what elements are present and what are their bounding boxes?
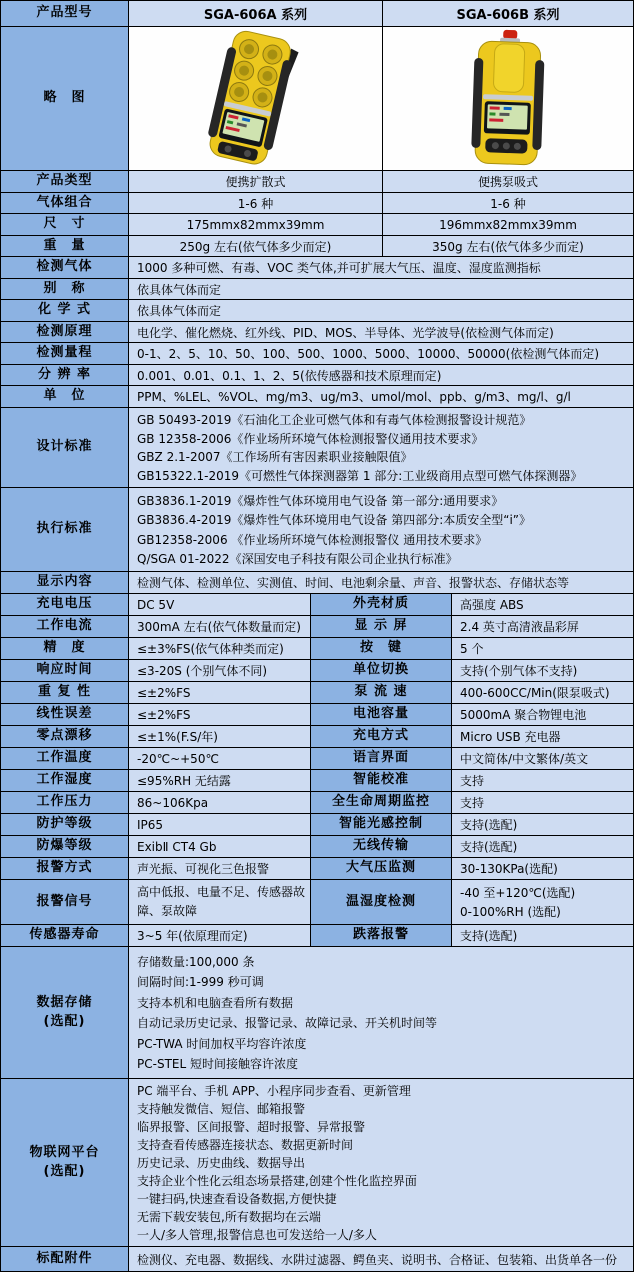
spec-value-1: ≤±3%FS(依气体种类而定) xyxy=(129,638,311,659)
spec-value-line: 临界报警、区间报警、超时报警、异常报警 xyxy=(137,1120,366,1134)
sketch-label xyxy=(1,27,129,170)
table-row xyxy=(1,279,633,300)
row-label: 无线传输 xyxy=(311,836,452,857)
spec-value-line: 存储数量:100,000 条 xyxy=(137,954,255,969)
spec-value-2: 高强度 ABS xyxy=(452,594,633,615)
table-row xyxy=(1,1079,633,1247)
row-label: 泵 流 速 xyxy=(311,682,452,703)
spec-value-line: 支持查看传感器连接状态、数据更新时间 xyxy=(137,1138,354,1152)
row-label: 重 复 性 xyxy=(1,682,129,703)
row-label: 大气压监测 xyxy=(311,858,452,879)
spec-value-line: GB3836.1-2019《爆炸性气体环境用电气设备 第一部分:通用要求》 xyxy=(137,494,504,509)
spec-value-line: GB 50493-2019《石油化工企业可燃气体和有毒气体检测报警设计规范》 xyxy=(137,413,532,428)
row-label: 单位切换 xyxy=(311,660,452,681)
table-row xyxy=(1,1247,633,1271)
spec-value-2: 支持(选配) xyxy=(452,814,633,835)
row-label: 产品类型 xyxy=(1,171,129,192)
row-label-line: (选配) xyxy=(43,1163,86,1179)
header-product-model-label: 产品型号 xyxy=(1,1,129,26)
spec-value-2: 30-130KPa(选配) xyxy=(452,858,633,879)
row-label: 显示内容 xyxy=(1,572,129,593)
spec-value-line: 间隔时间:1-999 秒可调 xyxy=(137,975,264,990)
spec-value-1: 300mA 左右(依气体数量而定) xyxy=(129,616,311,637)
spec-value: 电化学、催化燃烧、红外线、PID、MOS、半导体、光学波导(依检测气体而定) xyxy=(129,322,633,342)
spec-value-2: 5 个 xyxy=(452,638,633,659)
spec-value-text: 高中低报、电量不足、传感器故障、泵故障 xyxy=(137,884,306,918)
spec-value: 依具体气体而定 xyxy=(129,300,633,321)
spec-value-line: Q/SGA 01-2022《深国安电子科技有限公司企业执行标准》 xyxy=(137,551,458,566)
table-row xyxy=(1,171,633,193)
table-row xyxy=(1,386,633,408)
row-label: 工作湿度 xyxy=(1,770,129,791)
row-label xyxy=(1,947,129,1078)
spec-value-line: PC-TWA 时间加权平均容许浓度 xyxy=(137,1036,307,1051)
table-row xyxy=(1,27,633,171)
row-label: 外壳材质 xyxy=(311,594,452,615)
row-label: 防护等级 xyxy=(1,814,129,835)
device-sga-606b-image xyxy=(443,29,573,169)
row-label-line: 数据存储 xyxy=(36,994,93,1010)
table-row xyxy=(1,814,633,836)
row-label: 重 量 xyxy=(1,236,129,256)
spec-table-rows xyxy=(1,1,633,1271)
spec-value-line: 历史记录、历史曲线、数据导出 xyxy=(137,1156,306,1170)
spec-value-2-multiline xyxy=(452,880,633,924)
spec-value: 检测气体、检测单位、实测值、时间、电池剩余量、声音、报警状态、存储状态等 xyxy=(129,572,633,593)
spec-value-line: 一人/多人管理,报警信息也可发送给一人/多人 xyxy=(137,1228,377,1242)
header-series-b: SGA-606B 系列 xyxy=(383,1,633,26)
device-image-cell-b xyxy=(383,27,633,170)
row-label: 按 键 xyxy=(311,638,452,659)
table-row xyxy=(1,925,633,947)
row-label-line: 略 图 xyxy=(43,90,86,106)
spec-value-line: 一键扫码,快速查看设备数据,方便快捷 xyxy=(137,1192,337,1206)
row-label: 响应时间 xyxy=(1,660,129,681)
row-label-line: 设计标准 xyxy=(36,439,93,455)
spec-value-line: 0-100%RH (选配) xyxy=(460,905,561,919)
spec-value: 0-1、2、5、10、50、100、500、1000、5000、10000、50000(依检测气体而定) xyxy=(129,343,633,364)
spec-value-b: 便携泵吸式 xyxy=(383,171,633,192)
spec-value-2: 中文简体/中文繁体/英文 xyxy=(452,748,633,769)
spec-value-line: GB12358-2006 《作业场所环境气体检测报警仪 通用技术要求》 xyxy=(137,532,488,547)
table-row xyxy=(1,300,633,322)
table-row xyxy=(1,616,633,638)
spec-value-1: 86~106Kpa xyxy=(129,792,311,813)
row-label: 报警方式 xyxy=(1,858,129,879)
spec-value-a: 便携扩散式 xyxy=(129,171,383,192)
table-row xyxy=(1,682,633,704)
spec-value-2: 支持(选配) xyxy=(452,925,633,946)
table-row xyxy=(1,726,633,748)
spec-value-2: Micro USB 充电器 xyxy=(452,726,633,747)
device-sga-606a-image xyxy=(181,30,331,168)
spec-value-1: ≤3-20S (个别气体不同) xyxy=(129,660,311,681)
row-label xyxy=(1,488,129,571)
table-row xyxy=(1,660,633,682)
row-label: 显 示 屏 xyxy=(311,616,452,637)
spec-value-line: GBZ 2.1-2007《工作场所有害因素职业接触限值》 xyxy=(137,450,413,465)
table-row xyxy=(1,594,633,616)
table-row xyxy=(1,236,633,257)
row-label: 充电电压 xyxy=(1,594,129,615)
spec-value-line: 支持触发微信、短信、邮箱报警 xyxy=(137,1102,306,1116)
table-row xyxy=(1,792,633,814)
spec-value: 依具体气体而定 xyxy=(129,279,633,299)
table-row xyxy=(1,947,633,1079)
row-label: 尺 寸 xyxy=(1,214,129,235)
spec-value-1: ExibⅡ CT4 Gb xyxy=(129,836,311,857)
spec-value-a: 250g 左右(依气体多少而定) xyxy=(129,236,383,256)
table-row xyxy=(1,880,633,925)
spec-value-line: 支持企业个性化云组态场景搭建,创建个性化监控界面 xyxy=(137,1174,417,1188)
spec-value-b: 350g 左右(依气体多少而定) xyxy=(383,236,633,256)
spec-value-1: IP65 xyxy=(129,814,311,835)
spec-value-2: 支持(选配) xyxy=(452,836,633,857)
spec-value-multiline xyxy=(129,408,633,487)
table-row xyxy=(1,365,633,386)
spec-value-multiline xyxy=(129,488,633,571)
spec-value-1: -20℃~+50℃ xyxy=(129,748,311,769)
table-row xyxy=(1,836,633,858)
table-row xyxy=(1,408,633,488)
spec-value-1: DC 5V xyxy=(129,594,311,615)
spec-value-line: 无需下载安装包,所有数据均在云端 xyxy=(137,1210,321,1224)
spec-value-1: ≤±2%FS xyxy=(129,704,311,725)
row-label-line: 物联网平台 xyxy=(29,1144,100,1160)
spec-value-2: 2.4 英寸高清液晶彩屏 xyxy=(452,616,633,637)
table-row xyxy=(1,488,633,572)
table-row xyxy=(1,322,633,343)
row-label: 智能光感控制 xyxy=(311,814,452,835)
row-label: 电池容量 xyxy=(311,704,452,725)
row-label: 传感器寿命 xyxy=(1,925,129,946)
row-label-line: (选配) xyxy=(43,1013,86,1029)
row-label: 检测量程 xyxy=(1,343,129,364)
spec-value-2: 支持(个别气体不支持) xyxy=(452,660,633,681)
spec-value-2: 支持 xyxy=(452,770,633,791)
row-label: 单 位 xyxy=(1,386,129,407)
row-label: 检测原理 xyxy=(1,322,129,342)
device-image-cell-a xyxy=(129,27,383,170)
row-label: 别 称 xyxy=(1,279,129,299)
row-label: 温湿度检测 xyxy=(311,880,452,924)
spec-value: 检测仪、充电器、数据线、水阱过滤器、鳄鱼夹、说明书、合格证、包装箱、出货单各一份 xyxy=(129,1247,633,1271)
row-label xyxy=(1,1079,129,1246)
spec-value-line: PC 端平台、手机 APP、小程序同步查看、更新管理 xyxy=(137,1084,411,1098)
row-label: 线性误差 xyxy=(1,704,129,725)
row-label: 检测气体 xyxy=(1,257,129,278)
spec-value-line: -40 至+120℃(选配) xyxy=(460,886,576,900)
spec-value-1: ≤±1%(F.S/年) xyxy=(129,726,311,747)
row-label: 智能校准 xyxy=(311,770,452,791)
table-row xyxy=(1,572,633,594)
table-row xyxy=(1,1,633,27)
spec-value-1: 3~5 年(依原理而定) xyxy=(129,925,311,946)
spec-value-1: ≤±2%FS xyxy=(129,682,311,703)
spec-value-b: 196mmx82mmx39mm xyxy=(383,214,633,235)
row-label: 分 辨 率 xyxy=(1,365,129,385)
spec-value-multiline xyxy=(129,1079,633,1246)
spec-value-a: 1-6 种 xyxy=(129,193,383,213)
table-row xyxy=(1,343,633,365)
spec-value-2: 支持 xyxy=(452,792,633,813)
row-label: 精 度 xyxy=(1,638,129,659)
row-label: 防爆等级 xyxy=(1,836,129,857)
row-label: 跌落报警 xyxy=(311,925,452,946)
spec-value-a: 175mmx82mmx39mm xyxy=(129,214,383,235)
table-row xyxy=(1,638,633,660)
row-label: 化 学 式 xyxy=(1,300,129,321)
spec-value-1 xyxy=(129,880,311,924)
spec-value: 1000 多种可燃、有毒、VOC 类气体,并可扩展大气压、温度、湿度监测指标 xyxy=(129,257,633,278)
spec-value-line: 支持本机和电脑查看所有数据 xyxy=(137,995,294,1010)
spec-value-1: 声光振、可视化三色报警 xyxy=(129,858,311,879)
spec-value-1: ≤95%RH 无结露 xyxy=(129,770,311,791)
spec-value-b: 1-6 种 xyxy=(383,193,633,213)
row-label: 报警信号 xyxy=(1,880,129,924)
spec-value: PPM、%LEL、%VOL、mg/m3、ug/m3、umol/mol、ppb、g/m3、mg/l、g/l xyxy=(129,386,633,407)
row-label: 标配附件 xyxy=(1,1247,129,1271)
row-label: 全生命周期监控 xyxy=(311,792,452,813)
row-label: 语言界面 xyxy=(311,748,452,769)
row-label xyxy=(1,408,129,487)
spec-value-2: 5000mA 聚合物锂电池 xyxy=(452,704,633,725)
row-label: 充电方式 xyxy=(311,726,452,747)
table-row xyxy=(1,257,633,279)
spec-value-line: GB3836.4-2019《爆炸性气体环境用电气设备 第四部分:本质安全型“i”》 xyxy=(137,513,532,528)
table-row xyxy=(1,858,633,880)
spec-value-line: GB 12358-2006《作业场所环境气体检测报警仪通用技术要求》 xyxy=(137,431,484,446)
spec-value-line: GB15322.1-2019《可燃性气体探测器第 1 部分:工业级商用点型可燃气体探测器》 xyxy=(137,468,583,483)
row-label: 工作电流 xyxy=(1,616,129,637)
spec-value-line: 自动记录历史记录、报警记录、故障记录、开关机时间等 xyxy=(137,1016,438,1031)
spec-value-multiline xyxy=(129,947,633,1078)
spec-value: 0.001、0.01、0.1、1、2、5(依传感器和技术原理而定) xyxy=(129,365,633,385)
row-label: 气体组合 xyxy=(1,193,129,213)
table-row xyxy=(1,704,633,726)
spec-value-2: 400-600CC/Min(限泵吸式) xyxy=(452,682,633,703)
row-label-line: 执行标准 xyxy=(36,521,93,537)
table-row xyxy=(1,193,633,214)
header-series-a: SGA-606A 系列 xyxy=(129,1,383,26)
row-label: 工作温度 xyxy=(1,748,129,769)
row-label: 零点漂移 xyxy=(1,726,129,747)
row-label: 工作压力 xyxy=(1,792,129,813)
spec-value-line: PC-STEL 短时间接触容许浓度 xyxy=(137,1057,298,1072)
table-row xyxy=(1,770,633,792)
table-row xyxy=(1,214,633,236)
table-row xyxy=(1,748,633,770)
